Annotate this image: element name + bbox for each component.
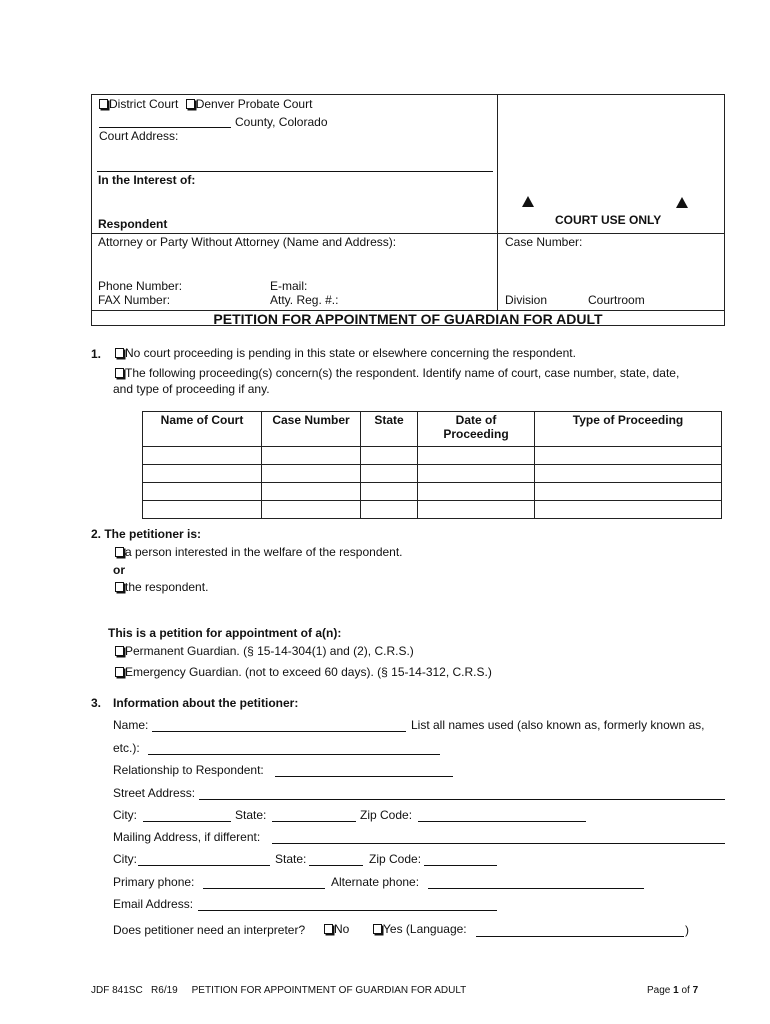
arrow-right-icon bbox=[676, 197, 688, 208]
header-date: Date of Proceeding bbox=[418, 412, 535, 447]
footer-page-current: 1 bbox=[673, 985, 679, 996]
interpreter-no-option bbox=[324, 922, 349, 936]
state-label: State: bbox=[235, 808, 267, 822]
interpreter-yes-checkbox[interactable] bbox=[373, 924, 382, 934]
interpreter-yes-option bbox=[373, 922, 467, 936]
table-cell[interactable] bbox=[361, 483, 418, 501]
name-field[interactable] bbox=[152, 731, 406, 732]
footer-page-prefix: Page bbox=[647, 985, 671, 996]
footer-page-of: of bbox=[681, 985, 690, 996]
respondent-petitioner-checkbox[interactable] bbox=[115, 582, 124, 592]
table-cell[interactable] bbox=[418, 483, 535, 501]
interested-person-label: a person interested in the welfare of the respondent. bbox=[125, 545, 403, 559]
footer-page-total: 7 bbox=[692, 985, 699, 996]
caption-divider-mid bbox=[91, 233, 725, 234]
aka-field[interactable] bbox=[148, 754, 440, 755]
no-proceeding-label: No court proceeding is pending in this state or elsewhere concerning the respondent. bbox=[125, 346, 576, 360]
header-case-number: Case Number bbox=[262, 412, 361, 447]
interpreter-no-label: No bbox=[334, 922, 350, 936]
footer-page bbox=[647, 985, 698, 996]
table-cell[interactable] bbox=[535, 483, 722, 501]
county-label: County, Colorado bbox=[235, 115, 328, 129]
proceedings-exist-label: The following proceeding(s) concern(s) the respondent. Identify name of court, case number, state, date, bbox=[125, 366, 680, 380]
table-cell[interactable] bbox=[262, 447, 361, 465]
emergency-guardian-checkbox[interactable] bbox=[115, 667, 124, 677]
relationship-label: Relationship to Respondent: bbox=[113, 763, 264, 777]
footer-form-name: PETITION FOR APPOINTMENT OF GUARDIAN FOR ADULT bbox=[191, 985, 467, 996]
denver-probate-checkbox[interactable] bbox=[186, 99, 195, 109]
table-cell[interactable] bbox=[143, 447, 262, 465]
section2-option-a bbox=[115, 545, 403, 559]
case-number-label: Case Number: bbox=[505, 235, 583, 249]
table-cell[interactable] bbox=[535, 447, 722, 465]
permanent-guardian-checkbox[interactable] bbox=[115, 646, 124, 656]
street-field[interactable] bbox=[199, 799, 725, 800]
footer-left bbox=[91, 985, 466, 996]
table-cell[interactable] bbox=[418, 501, 535, 519]
header-state: State bbox=[361, 412, 418, 447]
table-cell[interactable] bbox=[418, 447, 535, 465]
fax-label: FAX Number: bbox=[98, 293, 171, 307]
alternate-phone-label: Alternate phone: bbox=[331, 875, 420, 889]
respondent-petitioner-label: the respondent. bbox=[125, 580, 209, 594]
section1-option-a bbox=[115, 346, 576, 360]
zip2-label: Zip Code: bbox=[369, 852, 422, 866]
zip-label: Zip Code: bbox=[360, 808, 413, 822]
section1-option-b bbox=[115, 366, 679, 380]
proceedings-exist-checkbox[interactable] bbox=[115, 368, 124, 378]
primary-phone-field[interactable] bbox=[203, 888, 325, 889]
arrow-left-icon bbox=[522, 196, 534, 207]
table-cell[interactable] bbox=[143, 465, 262, 483]
city-field[interactable] bbox=[143, 821, 231, 822]
no-proceeding-checkbox[interactable] bbox=[115, 348, 124, 358]
appointment-option-b bbox=[115, 665, 492, 679]
interpreter-no-checkbox[interactable] bbox=[324, 924, 333, 934]
table-row bbox=[143, 483, 722, 501]
or-label: or bbox=[113, 563, 125, 577]
table-header-row bbox=[143, 412, 722, 447]
atty-reg-label: Atty. Reg. #.: bbox=[270, 293, 339, 307]
aka-text: List all names used (also known as, formerly known as, bbox=[411, 718, 705, 732]
proceedings-table bbox=[142, 411, 722, 519]
section3-heading: Information about the petitioner: bbox=[113, 696, 299, 710]
state-field[interactable] bbox=[272, 821, 356, 822]
proceedings-exist-label-2: and type of proceeding if any. bbox=[113, 382, 270, 396]
table-cell[interactable] bbox=[361, 501, 418, 519]
caption-divider bbox=[497, 94, 498, 311]
table-cell[interactable] bbox=[143, 501, 262, 519]
language-field[interactable] bbox=[476, 936, 684, 937]
court-type-row bbox=[99, 97, 312, 111]
district-court-checkbox[interactable] bbox=[99, 99, 108, 109]
section2-heading: 2. The petitioner is: bbox=[91, 527, 202, 541]
table-cell[interactable] bbox=[535, 501, 722, 519]
interpreter-yes-label: Yes (Language: bbox=[383, 922, 467, 936]
interpreter-question: Does petitioner need an interpreter? bbox=[113, 923, 306, 937]
courtroom-label: Courtroom bbox=[588, 293, 645, 307]
mailing-label: Mailing Address, if different: bbox=[113, 830, 261, 844]
county-line[interactable] bbox=[99, 127, 231, 128]
table-cell[interactable] bbox=[418, 465, 535, 483]
state2-label: State: bbox=[275, 852, 307, 866]
caption-interest-line bbox=[97, 171, 493, 172]
phone-label: Phone Number: bbox=[98, 279, 183, 293]
appointment-heading: This is a petition for appointment of a(n): bbox=[108, 626, 342, 640]
email-address-label: Email Address: bbox=[113, 897, 194, 911]
table-row bbox=[143, 465, 722, 483]
etc-label: etc.): bbox=[113, 741, 140, 755]
mailing-field[interactable] bbox=[272, 843, 725, 844]
permanent-guardian-label: Permanent Guardian. (§ 15-14-304(1) and (2), C.R.S.) bbox=[125, 644, 414, 658]
interpreter-yes-close: ) bbox=[685, 923, 689, 937]
city-label: City: bbox=[113, 808, 137, 822]
table-row bbox=[143, 447, 722, 465]
interested-person-checkbox[interactable] bbox=[115, 547, 124, 557]
name-label: Name: bbox=[113, 718, 149, 732]
section2-option-b bbox=[115, 580, 208, 594]
emergency-guardian-label: Emergency Guardian. (not to exceed 60 days). (§ 15-14-312, C.R.S.) bbox=[125, 665, 492, 679]
attorney-label: Attorney or Party Without Attorney (Name and Address): bbox=[98, 235, 397, 249]
court-use-only-label: COURT USE ONLY bbox=[555, 213, 662, 227]
table-cell[interactable] bbox=[361, 447, 418, 465]
alternate-phone-field[interactable] bbox=[428, 888, 644, 889]
table-cell[interactable] bbox=[262, 465, 361, 483]
street-label: Street Address: bbox=[113, 786, 196, 800]
email-address-field[interactable] bbox=[198, 910, 497, 911]
court-address-label: Court Address: bbox=[99, 129, 179, 143]
state2-field[interactable] bbox=[309, 865, 363, 866]
header-type: Type of Proceeding bbox=[535, 412, 722, 447]
table-cell[interactable] bbox=[361, 465, 418, 483]
table-cell[interactable] bbox=[262, 483, 361, 501]
footer-revision: R6/19 bbox=[151, 985, 178, 996]
section1-number: 1. bbox=[91, 347, 102, 361]
zip-field[interactable] bbox=[418, 821, 586, 822]
appointment-option-a bbox=[115, 644, 414, 658]
section3-number: 3. bbox=[91, 696, 102, 710]
header-name-of-court: Name of Court bbox=[143, 412, 262, 447]
division-label: Division bbox=[505, 293, 548, 307]
table-cell[interactable] bbox=[535, 465, 722, 483]
city2-label: City: bbox=[113, 852, 137, 866]
city2-field[interactable] bbox=[138, 865, 270, 866]
email-label: E-mail: bbox=[270, 279, 308, 293]
form-title: PETITION FOR APPOINTMENT OF GUARDIAN FOR ADULT bbox=[213, 311, 603, 327]
respondent-label: Respondent bbox=[98, 217, 168, 231]
in-interest-label: In the Interest of: bbox=[98, 173, 196, 187]
district-court-label: District Court bbox=[109, 97, 179, 111]
relationship-field[interactable] bbox=[275, 776, 453, 777]
caption-box bbox=[91, 94, 725, 326]
table-row bbox=[143, 501, 722, 519]
primary-phone-label: Primary phone: bbox=[113, 875, 195, 889]
denver-probate-label: Denver Probate Court bbox=[195, 97, 313, 111]
zip2-field[interactable] bbox=[424, 865, 497, 866]
table-cell[interactable] bbox=[143, 483, 262, 501]
footer-form-id: JDF 841SC bbox=[91, 985, 143, 996]
table-cell[interactable] bbox=[262, 501, 361, 519]
